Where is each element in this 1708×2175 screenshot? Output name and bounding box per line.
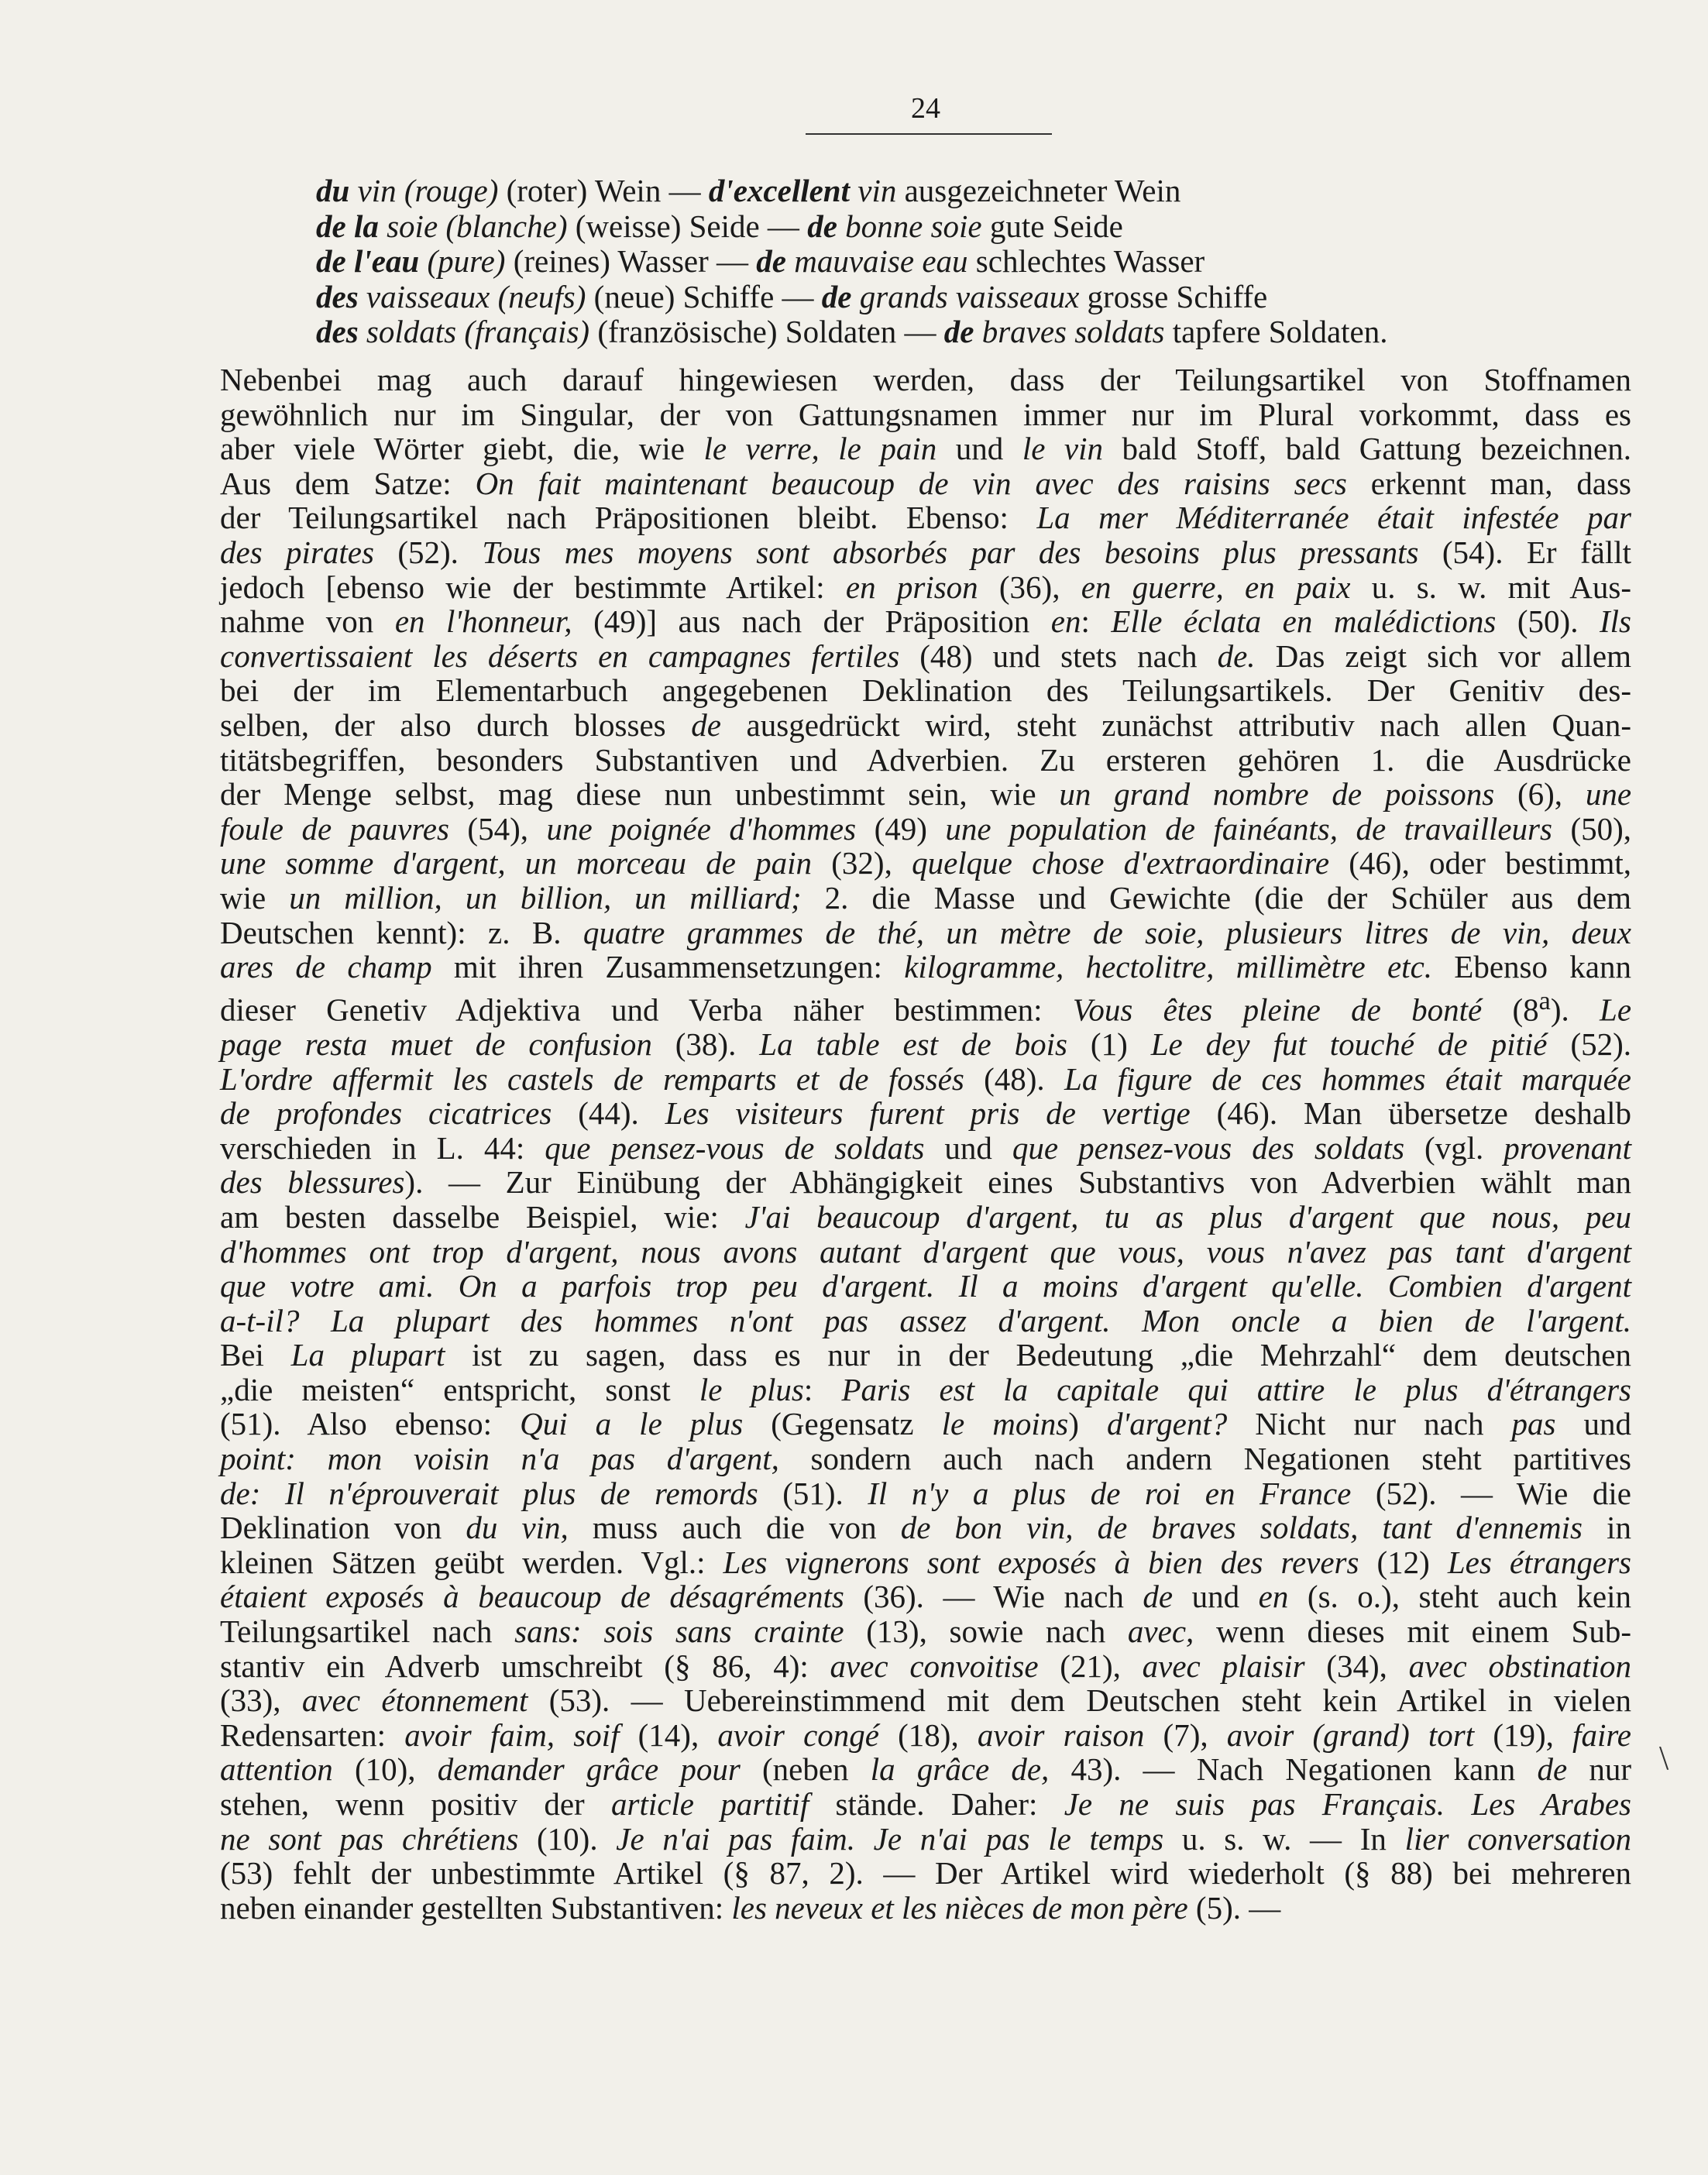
text-run: Les visiteurs furent pris de vertige (665, 1095, 1191, 1132)
text-run: ares de champ (220, 949, 432, 985)
text-run: (neben (740, 1751, 871, 1788)
text-run: (36), (978, 569, 1081, 605)
text-run: les neveux et les nièces de mon père (731, 1889, 1188, 1926)
text-line (220, 1822, 1631, 1857)
text-line (220, 1614, 1631, 1649)
text-line (220, 984, 1631, 1027)
text-run: nahme von (220, 603, 395, 640)
text-line (220, 1200, 1631, 1235)
text-run: attention (220, 1751, 333, 1788)
text-run: der Menge selbst, mag diese nun unbestimmt sein, wie (220, 776, 1060, 813)
text-line (220, 708, 1631, 743)
text-run: und (1173, 1579, 1259, 1615)
text-run: (1) (1067, 1026, 1151, 1062)
text-run: L'ordre affermit les castels de remparts et de fossés (220, 1060, 964, 1097)
text-run: bei der im Elementarbuch angegebenen Deklination des Teilungsartikels. Der Genitiv des- (220, 672, 1631, 709)
text-run: (6), (1494, 776, 1586, 813)
text-run: (48) und stets nach (899, 637, 1218, 674)
text-run: : (1081, 603, 1112, 640)
text-run: Les vignerons sont exposés à bien des revers (723, 1544, 1359, 1580)
text-run: (50), (1552, 810, 1632, 847)
example-line: de la soie (blanche) (weisse) Seide — de bonne soie gute Seide (316, 208, 1123, 244)
text-run: in (1582, 1510, 1631, 1546)
text-run: Je n'ai pas faim. Je n'ai pas le temps (616, 1820, 1164, 1857)
example-line: des soldats (français) (französische) Soldaten — de braves soldats tapfere Soldaten. (316, 314, 1388, 349)
text-run: de profondes cicatrices (220, 1095, 552, 1132)
text-run: en prison (845, 569, 978, 605)
text-run: (7), (1144, 1716, 1227, 1753)
text-run: une somme d'argent, un morceau de pain (220, 845, 813, 881)
text-line (220, 1856, 1631, 1891)
text-run: Le (1600, 991, 1632, 1028)
text-line (220, 1683, 1631, 1718)
text-run: le verre, le pain (703, 431, 937, 467)
header-rule (806, 133, 1052, 135)
text-run: (34), (1304, 1648, 1409, 1684)
body-paragraph (220, 362, 1631, 1925)
text-line (220, 466, 1631, 501)
text-run: le plus (699, 1371, 804, 1407)
text-run: lier conversation (1404, 1820, 1632, 1857)
text-run: La plupart (290, 1337, 445, 1373)
text-run: étaient exposés à beaucoup de désagréments (220, 1579, 844, 1615)
text-run: sans: sois sans crainte (514, 1613, 844, 1650)
text-run: (21), (1038, 1648, 1143, 1684)
text-line (220, 1338, 1631, 1373)
text-run: Les étrangers (1447, 1544, 1632, 1580)
text-run: wie (220, 879, 290, 916)
text-line (220, 1752, 1631, 1787)
text-run: (49)] aus nach der Präposition (572, 603, 1051, 640)
text-run: La table est de bois (759, 1026, 1067, 1062)
text-line (220, 1407, 1631, 1441)
text-line (220, 1373, 1631, 1407)
text-run: la grâce de, (870, 1751, 1050, 1788)
text-run: ist zu sagen, dass es nur in der Bedeutung „die Mehrzahl“ dem deutschen (445, 1337, 1632, 1373)
text-run: en (1050, 603, 1081, 640)
text-run: une poignée d'hommes (546, 810, 857, 847)
text-line (220, 1441, 1631, 1476)
text-run: Je ne suis pas Français. Les Arabes (1064, 1786, 1632, 1822)
text-run: un grand nombre de poissons (1059, 776, 1495, 813)
text-run: und (1555, 1406, 1632, 1442)
text-run: Aus dem Satze: (220, 465, 476, 501)
text-run: am besten dasselbe Beispiel, wie: (220, 1198, 745, 1235)
text-run: (8 (1482, 991, 1539, 1028)
text-run: a-t-il? La plupart des hommes n'ont pas assez d'argent. Mon oncle a bien de l'argent. (220, 1302, 1631, 1338)
text-run: stehen, wenn positiv der (220, 1786, 611, 1822)
text-run: „die meisten“ entspricht, sonst (220, 1371, 699, 1407)
text-line (220, 812, 1631, 847)
text-run: kilogramme, hectolitre, millimètre etc. (904, 949, 1433, 985)
text-run: Teilungsartikel nach (220, 1613, 515, 1650)
text-run: (19), (1474, 1716, 1573, 1753)
text-run: (38). (651, 1026, 760, 1062)
text-line (220, 1269, 1631, 1304)
text-run: Ebenso kann (1432, 949, 1631, 985)
text-run: avec plaisir (1142, 1648, 1305, 1684)
text-run: en guerre, en paix (1081, 569, 1351, 605)
text-line (220, 1579, 1631, 1614)
text-run: page resta muet de confusion (220, 1026, 652, 1062)
text-line (220, 1096, 1631, 1131)
text-run: Redensarten: (220, 1716, 405, 1753)
text-line (220, 535, 1631, 570)
text-run: sondern auch nach andern Negationen steht partitives (778, 1441, 1632, 1477)
text-run: (32), (812, 845, 912, 881)
text-run: jedoch [ebenso wie der bestimmte Artikel: (220, 569, 846, 605)
text-line (220, 1062, 1631, 1097)
text-run: : (803, 1371, 842, 1407)
text-run: convertissaient les déserts en campagnes fertiles (220, 637, 900, 674)
page-number: 24 (911, 92, 940, 125)
text-line (220, 1891, 1631, 1926)
text-run: Elle éclata en malédictions (1111, 603, 1497, 640)
text-run: demander grâce pour (437, 1751, 741, 1788)
text-run: avoir congé (717, 1716, 879, 1753)
text-run: provenant (1504, 1129, 1632, 1166)
text-run: de (1537, 1751, 1568, 1788)
text-line (220, 1545, 1631, 1580)
text-line (220, 777, 1631, 812)
text-run: nur (1567, 1751, 1631, 1788)
text-run: point: mon voisin n'a pas d'argent, (220, 1441, 779, 1477)
text-run: Deutschen kennt): z. B. (220, 914, 583, 950)
text-line (220, 1165, 1631, 1200)
text-run: Nicht nur nach (1227, 1406, 1512, 1442)
text-run: d'hommes ont trop d'argent, nous avons autant d'argent que vous, vous n'avez pas tant d'argent (220, 1233, 1631, 1270)
text-run: (vgl. (1404, 1129, 1504, 1166)
text-run: une (1585, 776, 1632, 813)
example-list (316, 174, 1633, 350)
text-run: ne sont pas chrétiens (220, 1820, 519, 1857)
text-run: a (1538, 986, 1551, 1015)
text-run: foule de pauvres (220, 810, 449, 847)
text-run: (51). Also ebenso: (220, 1406, 521, 1442)
text-run: (18), (878, 1716, 978, 1753)
text-run: Deklination von (220, 1510, 466, 1546)
text-line (220, 1787, 1631, 1822)
text-run: erkennt man, dass (1346, 465, 1631, 501)
text-run: (52). (373, 534, 483, 570)
text-run: des pirates (220, 534, 374, 570)
text-run: avec obstination (1408, 1648, 1631, 1684)
text-run: (52). (1547, 1026, 1632, 1062)
text-line (220, 500, 1631, 535)
text-run: dieser Genetiv Adjektiva und Verba näher bestimmen: (220, 991, 1073, 1028)
text-run: (54). Er fällt (1418, 534, 1631, 570)
text-run: (12) (1359, 1544, 1448, 1580)
text-line (220, 1304, 1631, 1338)
text-line (220, 916, 1631, 950)
text-run: que pensez-vous de soldats (545, 1129, 925, 1166)
text-run: stantiv ein Adverb umschreibt (§ 86, 4): (220, 1648, 830, 1684)
text-run: en l'honneur, (394, 603, 572, 640)
text-run: (54), (448, 810, 547, 847)
text-run: stände. Daher: (809, 1786, 1064, 1822)
text-run: Bei (220, 1337, 291, 1373)
text-run: un million, un billion, un milliard; (289, 879, 802, 916)
text-line (220, 604, 1631, 639)
text-run: und (924, 1129, 1012, 1166)
text-run: On fait maintenant beaucoup de vin avec des raisins secs (475, 465, 1347, 501)
text-run: de (691, 706, 721, 743)
text-run: ausgedrückt wird, steht zunächst attributiv nach allen Quan- (720, 706, 1631, 743)
text-run: Ils (1599, 603, 1631, 640)
text-run: avec, (1127, 1613, 1194, 1650)
text-run: (52). — Wie die (1351, 1475, 1631, 1511)
text-line (220, 639, 1631, 674)
text-run: que votre ami. On a parfois trop peu d'argent. Il a moins d'argent qu'elle. Combien d'argent (220, 1268, 1631, 1304)
text-line (220, 1718, 1631, 1753)
text-run: avoir (grand) tort (1226, 1716, 1475, 1753)
text-line (220, 846, 1631, 881)
text-run: quatre grammes de thé, un mètre de soie, plusieurs litres de vin, deux (583, 914, 1631, 950)
text-line (220, 881, 1631, 916)
text-line (220, 1235, 1631, 1270)
text-run: Qui a le plus (520, 1406, 744, 1442)
text-run: und (936, 431, 1022, 467)
text-run: 2. die Masse und Gewichte (die der Schüler aus dem (801, 879, 1632, 916)
text-run: 43). — Nach Negationen kann (1049, 1751, 1538, 1788)
text-line (220, 431, 1631, 466)
text-run: Il n'y a plus de roi en France (868, 1475, 1352, 1511)
text-line (220, 673, 1631, 708)
text-line (220, 1649, 1631, 1684)
text-run: (10). (518, 1820, 617, 1857)
text-line (220, 1131, 1631, 1166)
text-run: pas (1511, 1406, 1556, 1442)
text-run: une population de fainéants, de travailleurs (945, 810, 1552, 847)
text-run: le vin (1022, 431, 1104, 467)
margin-mark: \ (1659, 1739, 1669, 1777)
text-run: selben, der also durch blosses (220, 706, 692, 743)
text-run: ). — Zur Einübung der Abhängigkeit eines Substantivs von Adverbien wählt man (404, 1164, 1631, 1201)
text-line (220, 1476, 1631, 1511)
text-run: u. s. w. mit Aus- (1350, 569, 1632, 605)
text-run: (46), oder bestimmt, (1329, 845, 1631, 881)
text-run: d'argent? (1106, 1406, 1228, 1442)
text-run: Paris est la capitale qui attire le plus d'étrangers (841, 1371, 1632, 1407)
text-run: (14), (619, 1716, 718, 1753)
text-line (220, 397, 1631, 432)
text-run: (48). (964, 1060, 1065, 1097)
text-run: le moins (941, 1406, 1069, 1442)
text-line (220, 743, 1631, 778)
text-run: faire (1572, 1716, 1631, 1753)
text-run: Nebenbei mag auch darauf hingewiesen werden, dass der Teilungsartikel von Stoffnamen (220, 362, 1631, 397)
text-run: (49) (856, 810, 946, 847)
text-run: u. s. w. — In (1163, 1820, 1405, 1857)
text-run: La figure de ces hommes était marquée (1064, 1060, 1631, 1097)
text-run: avoir faim, soif (404, 1716, 620, 1753)
text-run: des blessures (220, 1164, 405, 1201)
text-run: avoir raison (977, 1716, 1145, 1753)
text-run: aber viele Wörter giebt, die, wie (220, 431, 704, 467)
text-run: La mer Méditerranée était infestée par (1036, 500, 1631, 536)
text-run: que pensez-vous des soldats (1012, 1129, 1405, 1166)
text-run: en (1258, 1579, 1289, 1615)
text-run: de bon vin, de braves soldats, tant d'ennemis (900, 1510, 1583, 1546)
example-line: du vin (rouge) (roter) Wein — d'excellent vin ausgezeichneter Wein (316, 173, 1181, 208)
text-run: (33), (220, 1682, 302, 1719)
text-run: kleinen Sätzen geübt werden. Vgl.: (220, 1544, 723, 1580)
text-run: (51). (758, 1475, 868, 1511)
text-run: avec étonnement (301, 1682, 528, 1719)
text-line (220, 950, 1631, 984)
text-run: J'ai beaucoup d'argent, tu as plus d'argent que nous, peu (744, 1198, 1631, 1235)
text-run: article partitif (610, 1786, 809, 1822)
text-run: (46). Man übersetze deshalb (1190, 1095, 1631, 1132)
example-line: des vaisseaux (neufs) (neue) Schiffe — de grands vaisseaux grosse Schiffe (316, 278, 1268, 314)
text-run: ) (1068, 1406, 1107, 1442)
text-run: (36). — Wie nach (844, 1579, 1143, 1615)
text-run: gewöhnlich nur im Singular, der von Gattungsnamen immer nur im Plural vorkommt, dass es (220, 396, 1631, 432)
text-run: Tous mes moyens sont absorbés par des besoins plus pressants (482, 534, 1419, 570)
text-line (220, 570, 1631, 605)
text-run: Das zeigt sich vor allem (1255, 637, 1631, 674)
text-run: Vous êtes pleine de bonté (1072, 991, 1483, 1028)
text-line (220, 1027, 1631, 1062)
text-run: (Gegensatz (743, 1406, 942, 1442)
example-line: de l'eau (pure) (reines) Wasser — de mauvaise eau schlechtes Wasser (316, 243, 1205, 279)
text-run: wenn dieses mit einem Sub- (1194, 1613, 1631, 1650)
text-run: neben einander gestellten Substantiven: (220, 1889, 732, 1926)
text-run: avec convoitise (830, 1648, 1039, 1684)
text-run: du vin, (466, 1510, 569, 1546)
text-run: (s. o.), steht auch kein (1288, 1579, 1632, 1615)
text-run: titätsbegriffen, besonders Substantiven und Adverbien. Zu ersteren gehören 1. die Ausdrücke (220, 741, 1631, 778)
text-run: (53). — Uebereinstimmend mit dem Deutschen steht kein Artikel in vielen (528, 1682, 1632, 1719)
text-run: quelque chose d'extraordinaire (912, 845, 1330, 881)
text-run: mit ihren Zusammensetzungen: (431, 949, 905, 985)
text-run: (5). — (1187, 1889, 1281, 1926)
text-run: verschieden in L. 44: (220, 1129, 545, 1166)
text-line (220, 362, 1631, 397)
text-run: der Teilungsartikel nach Präpositionen bleibt. Ebenso: (220, 500, 1037, 536)
text-run: (44). (552, 1095, 665, 1132)
text-run: de (1143, 1579, 1174, 1615)
text-run: (10), (332, 1751, 438, 1788)
text-run: de. (1217, 637, 1256, 674)
text-run: ). (1550, 991, 1600, 1028)
text-line (220, 1510, 1631, 1545)
text-run: (53) fehlt der unbestimmte Artikel (§ 87, 2). — Der Artikel wird wiederholt (§ 88) bei mehreren (220, 1855, 1631, 1892)
text-run: bald Stoff, bald Gattung bezeichnen. (1103, 431, 1631, 467)
text-run: muss auch die von (568, 1510, 901, 1546)
text-run: (50). (1496, 603, 1600, 640)
text-run: (13), sowie nach (844, 1613, 1128, 1650)
text-run: Le dey fut touché de pitié (1150, 1026, 1548, 1062)
text-run: de: Il n'éprouverait plus de remords (220, 1475, 758, 1511)
